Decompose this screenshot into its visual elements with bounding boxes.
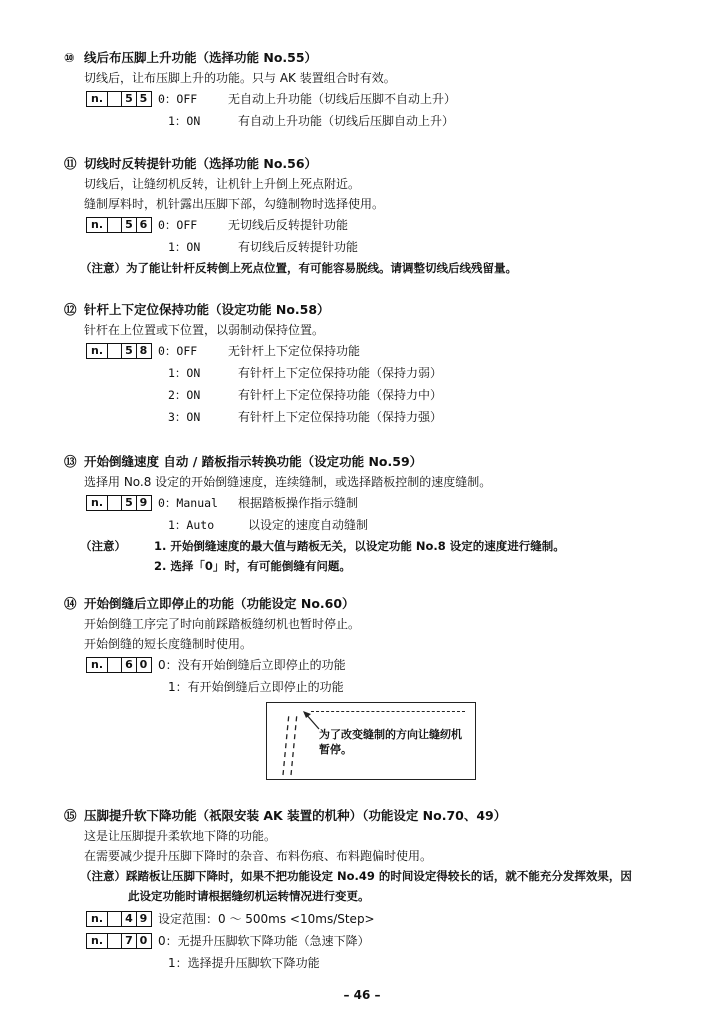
section-56 bbox=[64, 154, 684, 278]
section-heading: ⑫ 针杆上下定位保持功能（设定功能 No.58） bbox=[64, 302, 330, 317]
section-description: 针杆在上位置或下位置，以弱制动保持位置。 bbox=[84, 323, 325, 337]
section-heading: ⑭ 开始倒缝后立即停止的功能（功能设定 No.60） bbox=[64, 596, 355, 611]
caution-note: 此设定功能时请根据缝纫机运转情况进行变更。 bbox=[128, 889, 370, 903]
section-heading: ⑬ 开始倒缝速度 自动 / 踏板指示转换功能（设定功能 No.59） bbox=[64, 454, 423, 469]
caution-note: （注意）踩踏板让压脚下降时，如果不把功能设定 No.49 的时间设定得较长的话，就不能充分发挥效果，因 bbox=[80, 869, 632, 883]
section-heading: ⑮ 压脚提升软下降功能（祇限安装 AK 装置的机种）（功能设定 No.70、49） bbox=[64, 808, 507, 823]
function-code-box: n. 5 8 bbox=[86, 343, 150, 359]
caution-note: （注意） 1. 开始倒缝速度的最大值与踏板无关，以设定功能 No.8 设定的速度进行缝制。 bbox=[80, 539, 565, 553]
option-row: 2：ON 有针杆上下定位保持功能（保持力中） bbox=[168, 388, 443, 402]
section-description: 切线后，让布压脚上升的功能。只与 AK 装置组合时有效。 bbox=[84, 71, 396, 85]
section-description: 缝制厚料时，机针露出压脚下部，勾缝制物时选择使用。 bbox=[84, 197, 385, 211]
diagram-caption: 为了改变缝制的方向让缝纫机 暂停。 bbox=[319, 728, 462, 756]
option-row: n. 4 9 设定范围：0 ～ 500ms <10ms/Step> bbox=[64, 908, 684, 930]
option-row: n. 7 0 0：无提升压脚软下降功能（急速下降） bbox=[64, 930, 684, 952]
stitch-direction-diagram bbox=[266, 702, 476, 780]
section-58 bbox=[64, 300, 684, 428]
section-description: 在需要减少提升压脚下降时的杂音、布料伤痕、布料跑偏时使用。 bbox=[84, 849, 433, 863]
section-description: 选择用 No.8 设定的开始倒缝速度，连续缝制，或选择踏板控制的速度缝制。 bbox=[84, 475, 492, 489]
function-code-box: n. 5 5 bbox=[86, 91, 150, 107]
function-code-box: n. 7 0 bbox=[86, 933, 150, 949]
option-row: n. 5 8 0：OFF 无针杆上下定位保持功能 bbox=[64, 340, 684, 362]
section-59 bbox=[64, 452, 684, 576]
option-row: 1：选择提升压脚软下降功能 bbox=[168, 956, 320, 970]
section-55 bbox=[64, 48, 684, 132]
section-60 bbox=[64, 594, 684, 698]
option-row: n. 5 5 0：OFF 无自动上升功能（切线后压脚不自动上升） bbox=[64, 88, 684, 110]
function-code-box: n. 5 6 bbox=[86, 217, 150, 233]
section-description: 切线后，让缝纫机反转，让机针上升倒上死点附近。 bbox=[84, 177, 361, 191]
function-code-box: n. 5 9 bbox=[86, 495, 150, 511]
section-description: 开始倒缝工序完了时向前踩踏板缝纫机也暂时停止。 bbox=[84, 617, 361, 631]
section-description: 这是让压脚提升柔软地下降的功能。 bbox=[84, 829, 277, 843]
section-heading: ⑩ 线后布压脚上升功能（选择功能 No.55） bbox=[64, 50, 318, 65]
option-row: n. 5 9 0：Manual 根据踏板操作指示缝制 bbox=[64, 492, 684, 514]
option-row: 3：ON 有针杆上下定位保持功能（保持力强） bbox=[168, 410, 443, 424]
option-row: 1：Auto 以设定的速度自动缝制 bbox=[168, 518, 369, 532]
option-row: 1：ON 有切线后反转提针功能 bbox=[168, 240, 359, 254]
option-row: n. 6 0 0：没有开始倒缝后立即停止的功能 bbox=[64, 654, 684, 676]
section-70-49 bbox=[64, 806, 684, 974]
caution-note: （注意）为了能让针杆反转倒上死点位置，有可能容易脱线。请调整切线后线残留量。 bbox=[80, 261, 517, 275]
page-number: – 46 – bbox=[343, 988, 381, 1002]
option-row: 1：有开始倒缝后立即停止的功能 bbox=[168, 680, 344, 694]
section-description: 开始倒缝的短长度缝制时使用。 bbox=[84, 637, 253, 651]
function-code-box: n. 4 9 bbox=[86, 911, 150, 927]
option-row: 1：ON 有针杆上下定位保持功能（保持力弱） bbox=[168, 366, 443, 380]
caution-note: 2. 选择「0」时，有可能倒缝有问题。 bbox=[154, 559, 351, 573]
function-code-box: n. 6 0 bbox=[86, 657, 150, 673]
option-row: n. 5 6 0：OFF 无切线后反转提针功能 bbox=[64, 214, 684, 236]
option-row: 1：ON 有自动上升功能（切线后压脚自动上升） bbox=[168, 114, 455, 128]
section-heading: ⑪ 切线时反转提针功能（选择功能 No.56） bbox=[64, 156, 318, 171]
